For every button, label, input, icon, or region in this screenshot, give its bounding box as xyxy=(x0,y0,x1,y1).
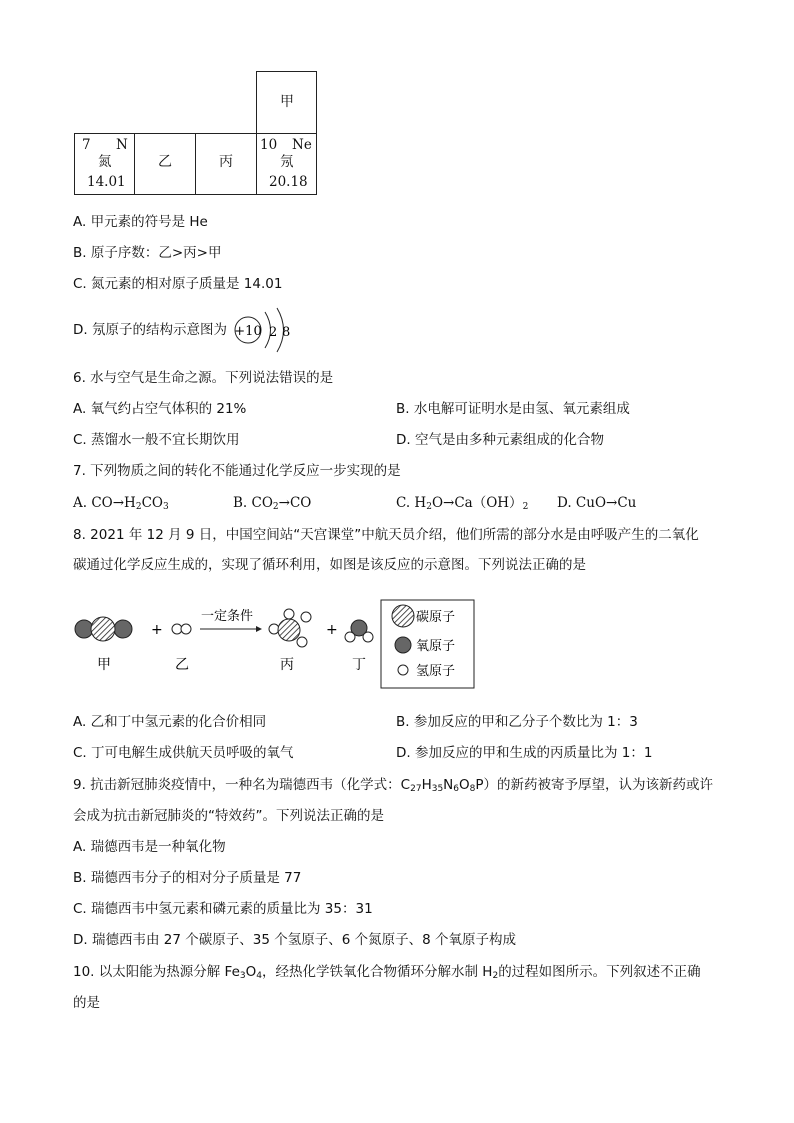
hydrogen-atom xyxy=(297,637,307,647)
formula-element: O xyxy=(245,964,257,980)
q9-text: P）的新药被寄予厚望，认为该新药或许 xyxy=(475,777,714,793)
formula-sub: 8 xyxy=(469,784,476,794)
arrow-head-icon xyxy=(256,626,262,632)
q10-text: 10. 以太阳能为热源分解 Fe xyxy=(73,964,240,980)
q7-c-sub: 2 xyxy=(426,502,432,512)
hydrogen-atom xyxy=(284,609,294,619)
hydrogen-legend-icon xyxy=(398,665,408,675)
element-name: 氮 xyxy=(98,154,112,170)
atomic-number: 10 xyxy=(260,137,278,153)
cell-label: 丙 xyxy=(219,154,233,170)
q6-option-d: D. 空气是由多种元素组成的化合物 xyxy=(396,432,604,448)
q8-stem-line1: 8. 2021 年 12 月 9 日，中国空间站“天宫课堂”中航天员介绍，他们所需的部分水是由呼吸产生的二氧化 xyxy=(73,527,699,543)
q7-stem: 7. 下列物质之间的转化不能通过化学反应一步实现的是 xyxy=(73,463,401,479)
shell-1-electrons: 2 xyxy=(269,325,278,340)
q8-option-d: D. 参加反应的甲和生成的丙质量比为 1：1 xyxy=(396,745,653,761)
atomic-mass: 14.01 xyxy=(87,174,126,190)
cell-label: 乙 xyxy=(158,154,172,170)
table-cell-bing xyxy=(195,133,257,195)
atomic-number: 7 xyxy=(82,137,91,153)
formula-sub: 6 xyxy=(453,784,460,794)
carbon-legend-icon xyxy=(392,605,414,627)
formula-sub: 2 xyxy=(492,971,499,981)
oxygen-atom xyxy=(114,620,132,638)
q7-b-text: →CO xyxy=(278,495,312,511)
formula-sub: 27 xyxy=(410,784,422,794)
q9-stem-line2: 会成为抗击新冠肺炎的“特效药”。下列说法正确的是 xyxy=(73,808,384,824)
legend-carbon: 碳原子 xyxy=(416,610,456,625)
molecule-label-ding: 丁 xyxy=(352,657,366,673)
element-symbol: Ne xyxy=(292,137,312,153)
q7-c-text: C. H xyxy=(396,495,427,511)
reaction-condition: 一定条件 xyxy=(201,609,254,624)
q5-option-d: D. 氖原子的结构示意图为 xyxy=(73,322,227,338)
table-cell-top xyxy=(256,71,317,134)
table-cell-neon xyxy=(256,133,317,195)
atomic-mass: 20.18 xyxy=(269,174,308,190)
q6-option-b: B. 水电解可证明水是由氢、氧元素组成 xyxy=(396,401,630,417)
q7-a-text: A. CO→H xyxy=(73,495,136,511)
legend-hydrogen: 氢原子 xyxy=(416,664,456,679)
formula-sub: 4 xyxy=(256,971,262,981)
q7-a-sub: 2 xyxy=(135,502,142,512)
q9-option-d: D. 瑞德西韦由 27 个碳原子、35 个氢原子、6 个氮原子、8 个氧原子构成 xyxy=(73,932,516,948)
element-name: 氖 xyxy=(280,154,294,170)
q9-stem-line1 xyxy=(73,777,713,795)
oxygen-atom xyxy=(75,620,93,638)
oxygen-legend-icon xyxy=(395,637,411,653)
q10-text: ，经热化学铁氧化合物循环分解水制 H xyxy=(262,964,493,980)
formula-element: H xyxy=(421,777,432,793)
hydrogen-atom xyxy=(181,624,191,634)
molecule-label-jia: 甲 xyxy=(97,657,111,673)
q7-option-a xyxy=(73,495,169,513)
plus-sign: + xyxy=(326,622,338,638)
carbon-atom xyxy=(91,617,115,641)
plus-sign: + xyxy=(151,622,163,638)
q10-text: 的过程如图所示。下列叙述不正确 xyxy=(498,964,701,980)
q7-c-text: O→Ca（OH） xyxy=(431,495,523,511)
q6-stem: 6. 水与空气是生命之源。下列说法错误的是 xyxy=(73,370,334,386)
table-cell-yi xyxy=(134,133,196,195)
formula-sub: 35 xyxy=(431,784,444,794)
carbon-atom xyxy=(278,619,300,641)
hydrogen-atom xyxy=(345,632,355,642)
q8-option-c: C. 丁可电解生成供航天员呼吸的氧气 xyxy=(73,745,294,761)
q7-a-text: CO xyxy=(141,495,163,511)
cell-label: 甲 xyxy=(280,94,294,110)
q7-option-c xyxy=(396,495,528,513)
q9-option-a: A. 瑞德西韦是一种氧化物 xyxy=(73,839,226,855)
hydrogen-atom xyxy=(301,612,311,622)
q7-a-sub: 3 xyxy=(162,502,169,512)
q10-stem-line1 xyxy=(73,964,701,982)
nucleus-charge: +10 xyxy=(234,324,262,339)
hydrogen-atom xyxy=(269,624,279,634)
q9-text: 9. 抗击新冠肺炎疫情中，一种名为瑞德西韦（化学式：C xyxy=(73,777,411,793)
q5-option-c: C. 氮元素的相对原子质量是 14.01 xyxy=(73,276,283,292)
q8-option-b: B. 参加反应的甲和乙分子个数比为 1：3 xyxy=(396,714,638,730)
q7-c-sub: 2 xyxy=(522,502,529,512)
element-symbol: N xyxy=(116,137,128,153)
q9-option-c: C. 瑞德西韦中氢元素和磷元素的质量比为 35：31 xyxy=(73,901,373,917)
molecule-label-yi: 乙 xyxy=(175,657,189,673)
hydrogen-atom xyxy=(363,632,373,642)
formula-element: O xyxy=(459,777,470,793)
q10-stem-line2: 的是 xyxy=(73,995,100,1011)
shell-2-electrons: 8 xyxy=(282,325,291,340)
q7-b-sub: 2 xyxy=(272,502,279,512)
q8-option-a: A. 乙和丁中氢元素的化合价相同 xyxy=(73,714,267,730)
q6-option-a: A. 氧气约占空气体积的 21% xyxy=(73,401,247,417)
neon-atom-structure-diagram xyxy=(232,306,302,356)
formula-sub: 3 xyxy=(239,971,246,981)
q7-b-text: B. CO xyxy=(233,495,273,511)
formula-element: N xyxy=(443,777,454,793)
q9-option-b: B. 瑞德西韦分子的相对分子质量是 77 xyxy=(73,870,302,886)
reaction-diagram xyxy=(70,596,480,694)
q5-option-b: B. 原子序数：乙>丙>甲 xyxy=(73,245,222,261)
legend-oxygen: 氧原子 xyxy=(416,639,456,654)
q5-option-a: A. 甲元素的符号是 He xyxy=(73,214,208,230)
q6-option-c: C. 蒸馏水一般不宜长期饮用 xyxy=(73,432,240,448)
table-cell-nitrogen xyxy=(74,133,135,195)
q7-option-b xyxy=(233,495,311,513)
molecule-label-bing: 丙 xyxy=(280,657,294,673)
q8-stem-line2: 碳通过化学反应生成的，实现了循环利用，如图是该反应的示意图。下列说法正确的是 xyxy=(73,557,586,573)
q7-option-d: D. CuO→Cu xyxy=(557,495,637,511)
